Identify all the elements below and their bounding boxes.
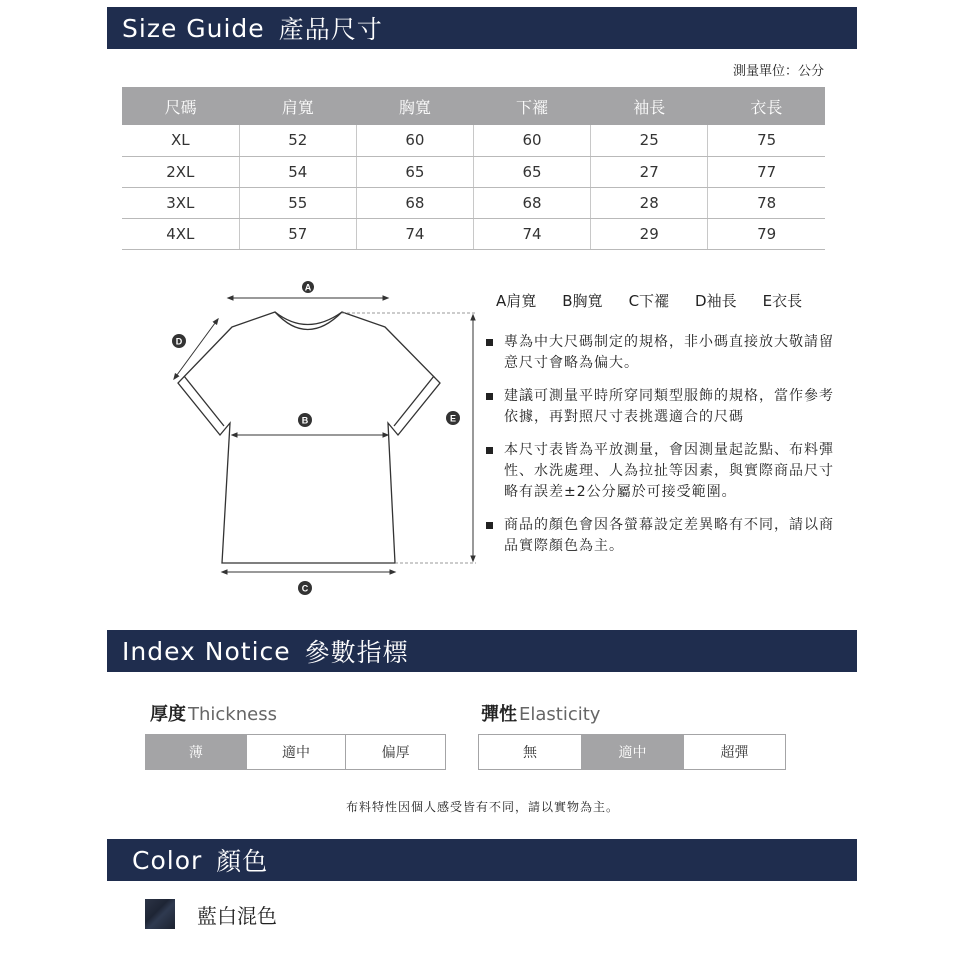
table-cell: 60 [356,125,473,156]
index-notice-header [107,630,857,672]
legend-item: B胸寬 [562,292,603,310]
col-header: 胸寬 [356,87,473,125]
elasticity-label-en: Elasticity [519,704,601,725]
elasticity-scale [478,734,786,770]
marker-d-label: D [175,336,183,347]
thickness-scale [145,734,446,770]
size-table-header-row [122,87,825,125]
note-item [486,440,834,503]
elasticity-title [481,700,600,726]
elasticity-option-none: 無 [523,745,537,761]
bullet-icon [486,447,493,454]
color-title-en: Color [132,845,203,875]
fabric-note: 布料特性因個人感受皆有不同，請以實物為主。 [345,800,619,814]
legend-item: A肩寬 [496,292,537,310]
size-table [122,87,825,250]
bullet-icon [486,522,493,529]
note-text: 專為中大尺碼制定的規格，非小碼直接放大敬請留意尺寸會略為偏大。 [504,334,834,371]
table-cell: 74 [473,218,590,249]
color-title-zh: 顏色 [216,847,269,876]
table-cell: 3XL [122,187,239,218]
tshirt-outline [175,312,440,563]
marker-a-label: A [304,282,312,293]
table-row [122,125,825,156]
col-header: 肩寬 [239,87,356,125]
thickness-option-thick: 偏厚 [345,735,445,769]
table-cell: 54 [239,156,356,187]
table-cell: 52 [239,125,356,156]
thickness-option-medium: 適中 [246,735,346,769]
legend-item: D袖長 [695,292,737,310]
color-swatch [145,899,175,929]
table-cell: 27 [591,156,708,187]
size-guide-title-zh: 產品尺寸 [278,15,383,44]
size-guide-header [107,7,857,49]
right-cuff [394,376,434,426]
note-item [486,386,834,428]
index-notice-title-zh: 參數指標 [304,638,409,667]
table-cell: 78 [708,187,825,218]
table-cell: 2XL [122,156,239,187]
marker-e-label: E [449,413,457,424]
legend-item: C下襬 [628,292,670,310]
table-cell: 74 [356,218,473,249]
table-cell: 25 [591,125,708,156]
note-text: 商品的顏色會因各螢幕設定差異略有不同，請以商品實際顏色為主。 [504,517,834,554]
legend-item: E衣長 [762,292,803,310]
note-item [486,515,834,557]
col-header: 衣長 [708,87,825,125]
table-cell: 4XL [122,218,239,249]
table-cell: 77 [708,156,825,187]
table-cell: 29 [591,218,708,249]
table-cell: 55 [239,187,356,218]
thickness-label-zh: 厚度 [150,704,186,725]
index-notice-title-en: Index Notice [122,636,291,666]
marker-b-label: B [301,415,309,426]
unit-note: 測量單位：公分 [732,64,824,79]
table-cell: 57 [239,218,356,249]
bullet-icon [486,393,493,400]
table-row [122,187,825,218]
marker-c-label: C [301,583,309,594]
table-cell: 28 [591,187,708,218]
table-row [122,218,825,249]
thickness-title [150,700,277,726]
elasticity-option-super: 超彈 [683,735,785,769]
left-cuff [184,376,224,426]
thickness-option-thin: 薄 [146,735,246,769]
table-cell: 60 [473,125,590,156]
elasticity-label-zh: 彈性 [481,704,517,725]
table-cell: 79 [708,218,825,249]
table-cell: XL [122,125,239,156]
tshirt-diagram [160,275,490,605]
tshirt-collar [275,312,342,330]
col-header: 袖長 [591,87,708,125]
col-header: 尺碼 [122,87,239,125]
measurement-legend [496,290,802,311]
note-text: 建議可測量平時所穿同類型服飾的規格，當作參考依據，再對照尺寸表挑選適合的尺碼 [504,388,834,425]
table-cell: 68 [356,187,473,218]
table-cell: 75 [708,125,825,156]
notes-list [486,332,834,569]
table-cell: 68 [473,187,590,218]
note-text: 本尺寸表皆為平放測量，會因測量起訖點、布料彈性、水洗處理、人為拉扯等因素，與實際商品尺寸略有誤差±2公分屬於可接受範圍。 [504,442,834,500]
color-header [107,839,857,881]
color-name: 藍白混色 [197,904,277,928]
table-row [122,156,825,187]
thickness-label-en: Thickness [188,704,277,725]
table-cell: 65 [356,156,473,187]
bullet-icon [486,339,493,346]
table-cell: 65 [473,156,590,187]
size-guide-title-en: Size Guide [122,13,265,43]
note-item [486,332,834,374]
col-header: 下襬 [473,87,590,125]
elasticity-option-medium: 適中 [581,735,683,769]
